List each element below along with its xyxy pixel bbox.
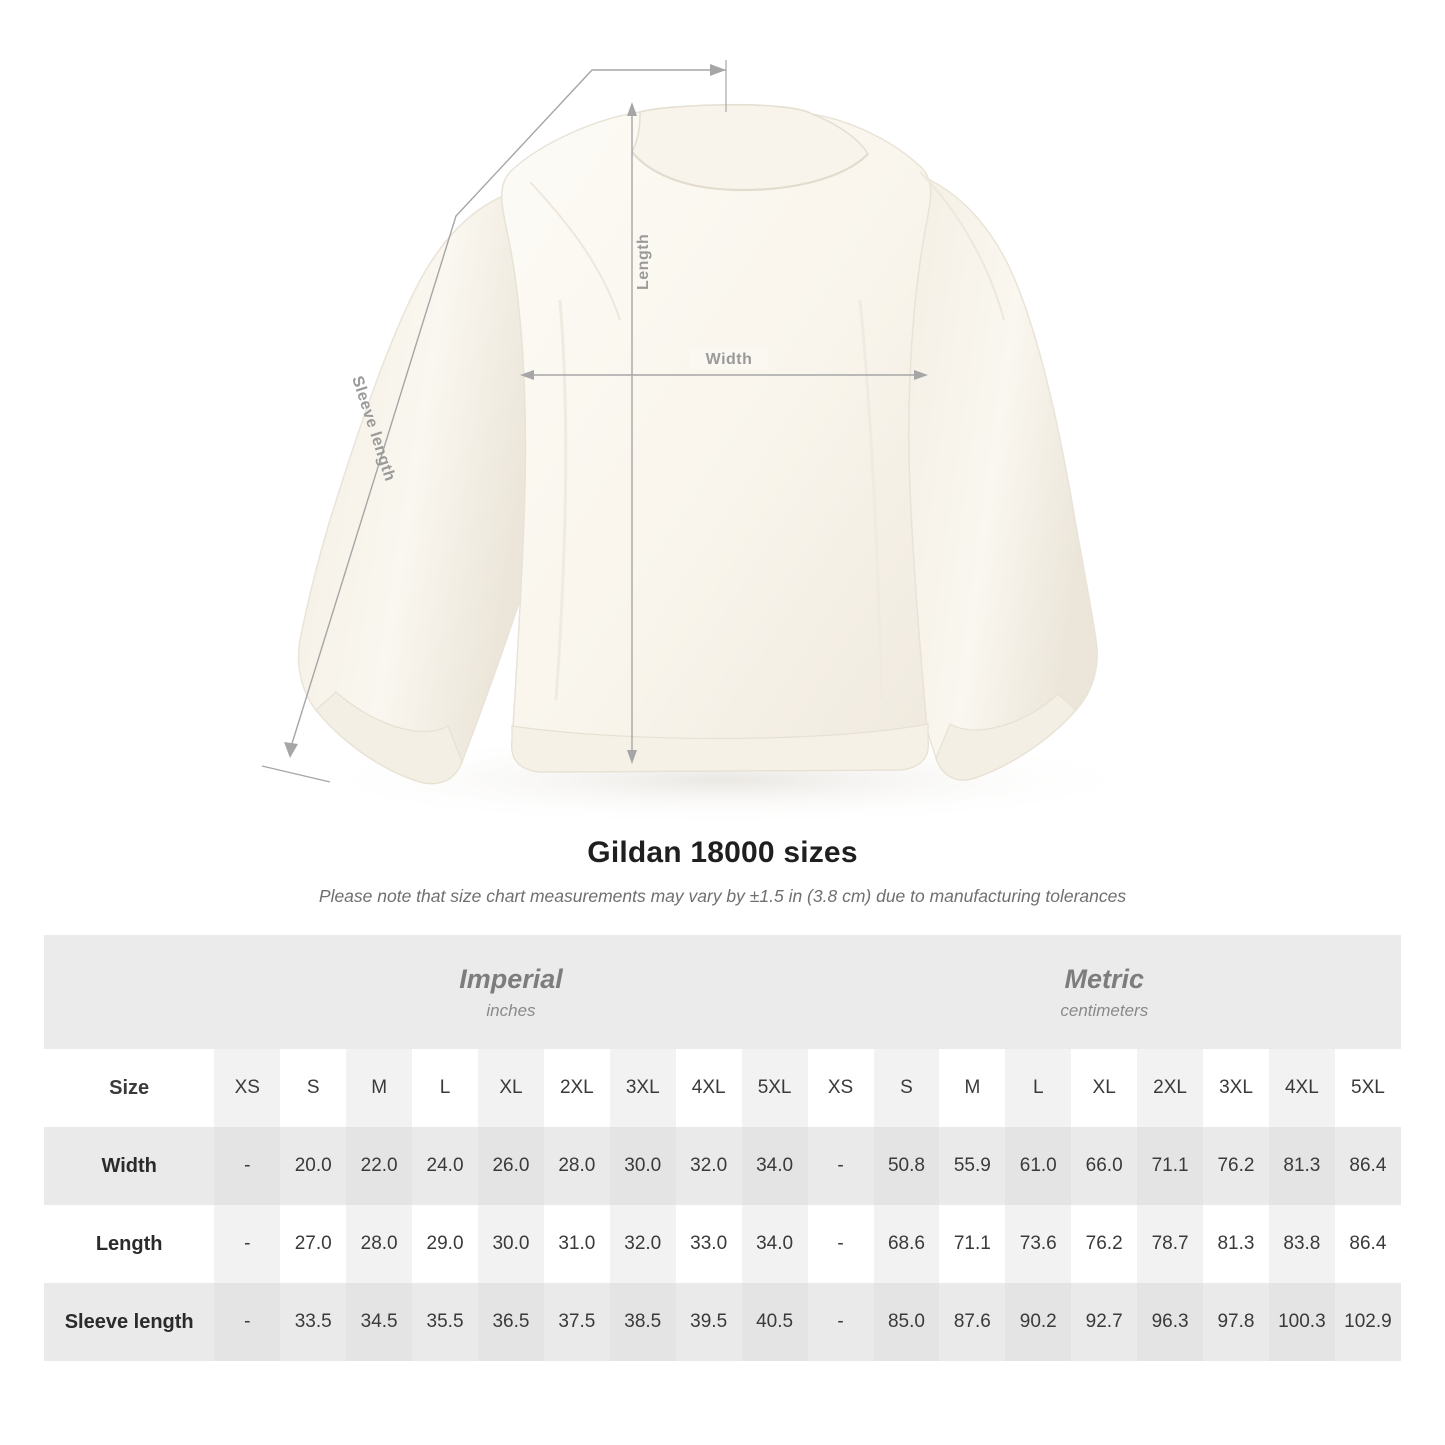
length-metric-5xl: 86.4 <box>1335 1205 1401 1283</box>
imperial-header <box>214 935 807 1049</box>
sleeve-metric-m: 87.6 <box>939 1283 1005 1361</box>
width-metric-xs: - <box>808 1127 874 1205</box>
sleeve-imperial-3xl: 38.5 <box>610 1283 676 1361</box>
col-header-imperial-xs: XS <box>214 1049 280 1127</box>
col-header-imperial-l: L <box>412 1049 478 1127</box>
page-title: Gildan 18000 sizes <box>587 836 858 869</box>
width-imperial-3xl: 30.0 <box>610 1127 676 1205</box>
width-imperial-m: 22.0 <box>346 1127 412 1205</box>
col-header-imperial-s: S <box>280 1049 346 1127</box>
length-metric-4xl: 83.8 <box>1269 1205 1335 1283</box>
col-header-metric-m: M <box>939 1049 1005 1127</box>
sleeve-imperial-m: 34.5 <box>346 1283 412 1361</box>
sleeve-imperial-xs: - <box>214 1283 280 1361</box>
col-header-metric-4xl: 4XL <box>1269 1049 1335 1127</box>
length-metric-xs: - <box>808 1205 874 1283</box>
table-row-length <box>44 1205 1401 1283</box>
width-metric-2xl: 71.1 <box>1137 1127 1203 1205</box>
width-metric-l: 61.0 <box>1005 1127 1071 1205</box>
width-label: Width <box>705 351 753 368</box>
sleeve-imperial-xl: 36.5 <box>478 1283 544 1361</box>
col-header-imperial-3xl: 3XL <box>610 1049 676 1127</box>
length-metric-3xl: 81.3 <box>1203 1205 1269 1283</box>
table-row-width <box>44 1127 1401 1205</box>
tolerance-note: Please note that size chart measurements may vary by ±1.5 in (3.8 cm) due to manufacturing tolerances <box>318 886 1127 906</box>
col-header-metric-5xl: 5XL <box>1335 1049 1401 1127</box>
sleeve-metric-2xl: 96.3 <box>1137 1283 1203 1361</box>
width-imperial-xl: 26.0 <box>478 1127 544 1205</box>
sleeve-imperial-2xl: 37.5 <box>544 1283 610 1361</box>
width-metric-4xl: 81.3 <box>1269 1127 1335 1205</box>
length-label: Length <box>635 233 652 290</box>
row-label-sleeve-length: Sleeve length <box>44 1283 214 1361</box>
col-header-metric-l: L <box>1005 1049 1071 1127</box>
chart-header <box>0 836 1445 907</box>
size-header-label: Size <box>44 1049 214 1127</box>
unit-header-row <box>44 935 1401 1049</box>
imperial-name: Imperial <box>459 964 563 995</box>
width-imperial-5xl: 34.0 <box>742 1127 808 1205</box>
sleeve-metric-s: 85.0 <box>874 1283 940 1361</box>
sleeve-metric-5xl: 102.9 <box>1335 1283 1401 1361</box>
length-metric-xl: 76.2 <box>1071 1205 1137 1283</box>
col-header-metric-2xl: 2XL <box>1137 1049 1203 1127</box>
length-metric-s: 68.6 <box>874 1205 940 1283</box>
row-label-width: Width <box>44 1127 214 1205</box>
col-header-metric-xl: XL <box>1071 1049 1137 1127</box>
col-header-imperial-4xl: 4XL <box>676 1049 742 1127</box>
length-metric-2xl: 78.7 <box>1137 1205 1203 1283</box>
sleeve-metric-xs: - <box>808 1283 874 1361</box>
length-imperial-xs: - <box>214 1205 280 1283</box>
width-metric-5xl: 86.4 <box>1335 1127 1401 1205</box>
col-header-metric-s: S <box>874 1049 940 1127</box>
width-imperial-l: 24.0 <box>412 1127 478 1205</box>
col-header-imperial-2xl: 2XL <box>544 1049 610 1127</box>
length-imperial-m: 28.0 <box>346 1205 412 1283</box>
imperial-sub: inches <box>486 1000 536 1020</box>
length-metric-l: 73.6 <box>1005 1205 1071 1283</box>
sleeve-length-label: Sleeve length <box>348 373 399 484</box>
sleeve-imperial-4xl: 39.5 <box>676 1283 742 1361</box>
metric-sub: centimeters <box>1060 1000 1149 1020</box>
length-imperial-4xl: 33.0 <box>676 1205 742 1283</box>
size-chart-table <box>44 935 1401 1361</box>
length-imperial-xl: 30.0 <box>478 1205 544 1283</box>
row-label-length: Length <box>44 1205 214 1283</box>
sleeve-imperial-l: 35.5 <box>412 1283 478 1361</box>
col-header-imperial-5xl: 5XL <box>742 1049 808 1127</box>
size-header-row <box>44 1049 1401 1127</box>
sleeve-metric-4xl: 100.3 <box>1269 1283 1335 1361</box>
width-metric-s: 50.8 <box>874 1127 940 1205</box>
width-metric-m: 55.9 <box>939 1127 1005 1205</box>
length-imperial-3xl: 32.0 <box>610 1205 676 1283</box>
width-imperial-s: 20.0 <box>280 1127 346 1205</box>
length-imperial-l: 29.0 <box>412 1205 478 1283</box>
col-header-imperial-m: M <box>346 1049 412 1127</box>
width-metric-3xl: 76.2 <box>1203 1127 1269 1205</box>
width-imperial-4xl: 32.0 <box>676 1127 742 1205</box>
length-metric-m: 71.1 <box>939 1205 1005 1283</box>
width-metric-xl: 66.0 <box>1071 1127 1137 1205</box>
length-imperial-2xl: 31.0 <box>544 1205 610 1283</box>
sleeve-metric-3xl: 97.8 <box>1203 1283 1269 1361</box>
sleeve-metric-xl: 92.7 <box>1071 1283 1137 1361</box>
table-row-sleeve-length <box>44 1283 1401 1361</box>
sleeve-imperial-5xl: 40.5 <box>742 1283 808 1361</box>
size-table-container <box>0 935 1445 1361</box>
length-imperial-5xl: 34.0 <box>742 1205 808 1283</box>
col-header-metric-xs: XS <box>808 1049 874 1127</box>
metric-name: Metric <box>1064 964 1145 995</box>
width-imperial-2xl: 28.0 <box>544 1127 610 1205</box>
col-header-imperial-xl: XL <box>478 1049 544 1127</box>
width-imperial-xs: - <box>214 1127 280 1205</box>
metric-header <box>808 935 1401 1049</box>
unit-spacer <box>44 935 214 1049</box>
length-imperial-s: 27.0 <box>280 1205 346 1283</box>
sleeve-imperial-s: 33.5 <box>280 1283 346 1361</box>
col-header-metric-3xl: 3XL <box>1203 1049 1269 1127</box>
sleeve-metric-l: 90.2 <box>1005 1283 1071 1361</box>
